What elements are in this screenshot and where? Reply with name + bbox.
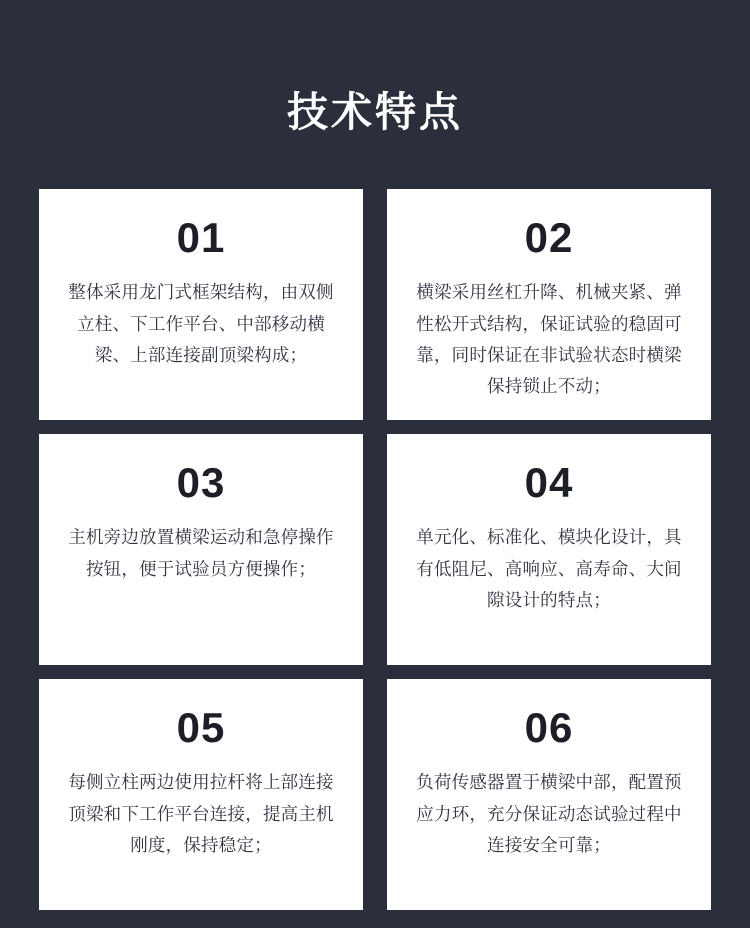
feature-text: 整体采用龙门式框架结构，由双侧立柱、下工作平台、中部移动横梁、上部连接副顶梁构成；	[68, 282, 334, 365]
feature-text: 每侧立柱两边使用拉杆将上部连接顶梁和下工作平台连接，提高主机刚度，保持稳定；	[68, 772, 334, 855]
feature-card-06	[387, 679, 711, 910]
feature-number: 05	[176, 704, 226, 752]
page-title: 技术特点	[287, 89, 463, 135]
feature-text: 单元化、标准化、模块化设计，具有低阻尼、高响应、高寿命、大间隙设计的特点；	[416, 527, 682, 610]
feature-number: 03	[176, 459, 226, 507]
feature-text: 负荷传感器置于横梁中部，配置预应力环，充分保证动态试验过程中连接安全可靠；	[416, 772, 682, 855]
feature-grid	[39, 189, 711, 910]
feature-card-02	[387, 189, 711, 420]
feature-number: 02	[524, 214, 574, 262]
feature-number: 06	[524, 704, 574, 752]
feature-text: 横梁采用丝杠升降、机械夹紧、弹性松开式结构，保证试验的稳固可靠，同时保证在非试验状态时横梁保持锁止不动；	[416, 282, 682, 396]
feature-card-01	[39, 189, 363, 420]
feature-text: 主机旁边放置横梁运动和急停操作按钮，便于试验员方便操作；	[68, 527, 334, 579]
feature-card-03	[39, 434, 363, 665]
feature-card-04	[387, 434, 711, 665]
feature-number: 04	[524, 459, 574, 507]
feature-number: 01	[176, 214, 226, 262]
feature-card-05	[39, 679, 363, 910]
